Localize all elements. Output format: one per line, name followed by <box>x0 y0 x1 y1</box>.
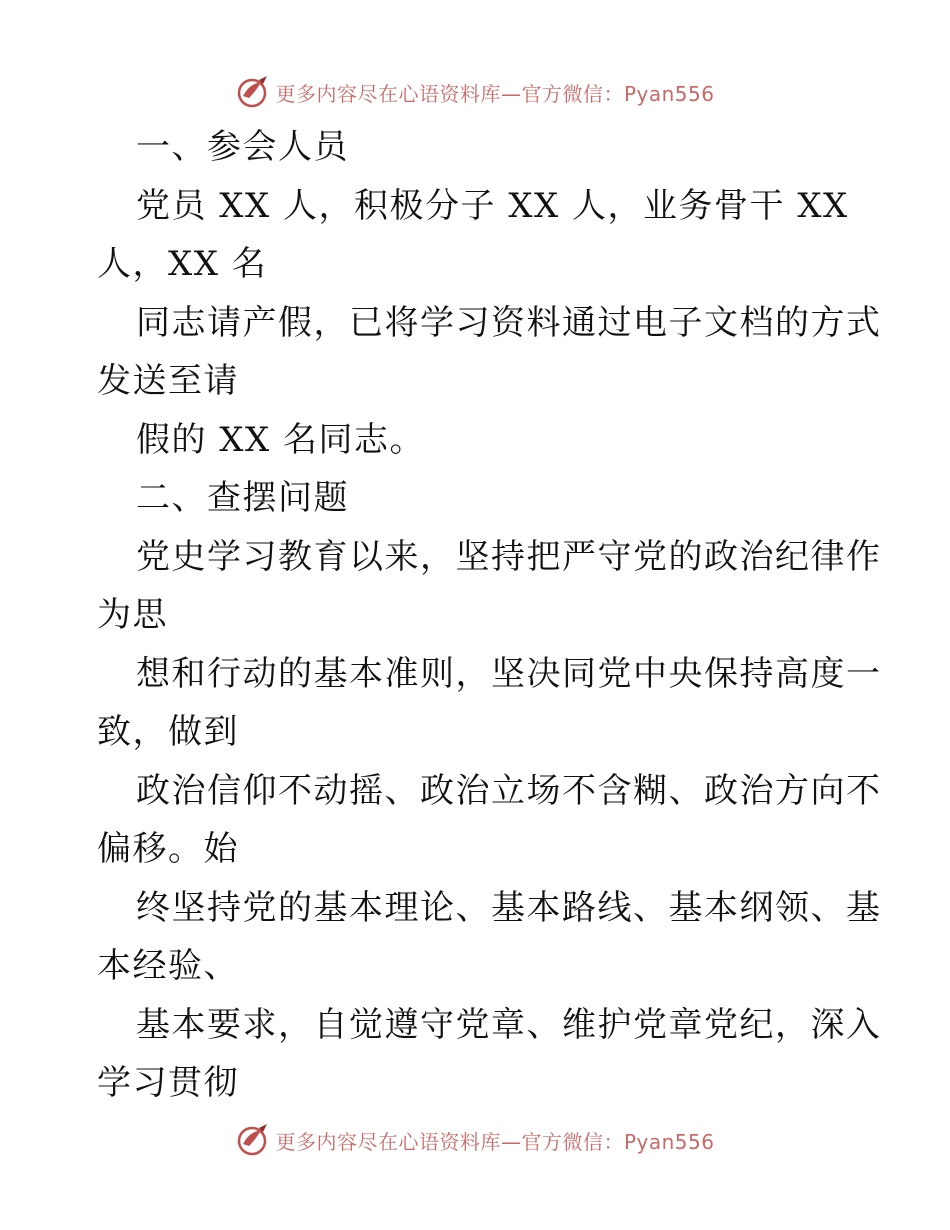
body-line: 为思 <box>97 595 168 635</box>
body-line: 假的 XX 名同志。 <box>136 419 426 460</box>
body-line: 终坚持党的基本理论、基本路线、基本纲领、基 <box>136 887 882 928</box>
header-watermark <box>0 72 950 112</box>
watermark-text: 更多内容尽在心语资料库—官方微信：Pyan556 <box>275 81 715 106</box>
body-line: 党员 XX 人，积极分子 XX 人，业务骨干 XX <box>136 185 849 226</box>
body-line: 本经验、 <box>97 946 239 986</box>
footer-watermark <box>0 1120 950 1160</box>
brush-logo-icon <box>235 74 271 110</box>
body-line: 学习贯彻 <box>97 1063 239 1103</box>
section-heading-problems: 二、查摆问题 <box>136 478 349 518</box>
brush-logo-icon <box>235 1122 271 1158</box>
body-line: 党史学习教育以来，坚持把严守党的政治纪律作 <box>136 536 882 577</box>
section-heading-attendees: 一、参会人员 <box>136 127 349 167</box>
body-line: 基本要求，自觉遵守党章、维护党章党纪，深入 <box>136 1004 882 1045</box>
document-body <box>97 118 882 1113</box>
body-line: 政治信仰不动摇、政治立场不含糊、政治方向不 <box>136 770 882 811</box>
watermark-text: 更多内容尽在心语资料库—官方微信：Pyan556 <box>275 1129 715 1154</box>
body-line: 想和行动的基本准则，坚决同党中央保持高度一 <box>136 653 882 694</box>
body-line: 偏移。始 <box>97 829 239 869</box>
body-line: 人，XX 名 <box>97 244 268 284</box>
body-line: 致，做到 <box>97 712 239 752</box>
body-line: 发送至请 <box>97 361 239 401</box>
body-line: 同志请产假，已将学习资料通过电子文档的方式 <box>136 302 882 343</box>
